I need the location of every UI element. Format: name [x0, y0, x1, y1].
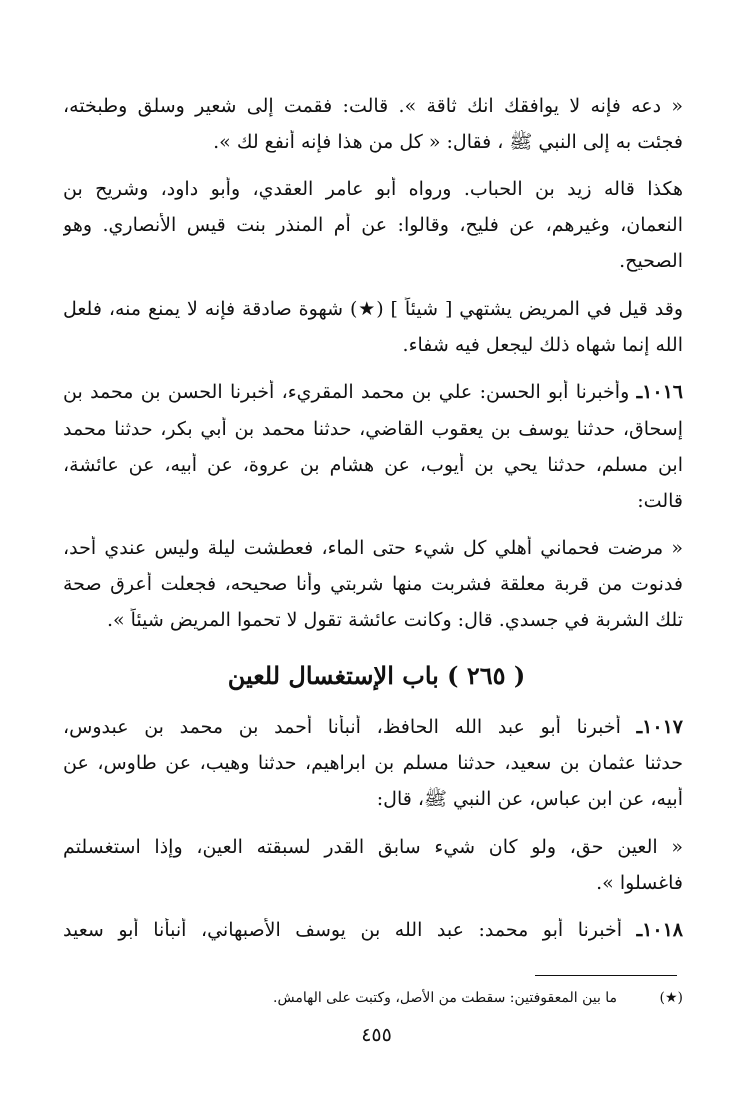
hadith-number: ١٠١٨ـ — [636, 919, 683, 941]
chapter-heading: ( ٢٦٥ ) باب الإستغسال للعين — [227, 661, 526, 690]
text-line: « مرضت فحماني أهلي كل شيء حتى الماء، فعطشت ليلة وليس عندي أحد، — [63, 537, 683, 559]
text-line: « العين حق، ولو كان شيء سابق القدر لسبقته العين، وإذا استغسلتم — [63, 836, 683, 858]
text-line: إسحاق، حدثنا يوسف بن يعقوب القاضي، حدثنا محمد بن أبي بكر، حدثنا محمد — [63, 418, 683, 440]
hadith-1017-first-line — [63, 715, 683, 739]
text-line: ابن مسلم، حدثنا يحي بن أيوب، عن هشام بن عروة، عن أبيه، عن عائشة، — [63, 454, 683, 476]
text-line: تلك الشربة في جسدي. قال: وكانت عائشة تقول لا تحموا المريض شيئاً ». — [106, 609, 683, 631]
text-line: النعمان، وغيرهم، عن فليح، وقالوا: عن أم المنذر بنت قيس الأنصاري. وهو — [63, 214, 683, 236]
text-line: حدثنا عثمان بن سعيد، حدثنا مسلم بن ابراهيم، حدثنا وهيب، عن طاوس، عن — [63, 752, 683, 774]
text-line: فاغسلوا ». — [596, 872, 683, 894]
hadith-number: ١٠١٧ـ — [636, 716, 683, 738]
footnote — [273, 988, 683, 1008]
text-line: وأخبرنا أبو الحسن: علي بن محمد المقريء، أخبرنا الحسن بن محمد بن — [63, 381, 630, 403]
footnote-mark: (★) — [659, 990, 683, 1006]
text-line: الصحيح. — [619, 250, 683, 272]
hadith-1016-first-line — [63, 380, 683, 404]
text-line: « دعه فإنه لا يوافقك انك ثاقة ». قالت: فقمت إلى شعير وسلق وطبخته، — [63, 95, 683, 117]
text-line: الله إنما شهاه ذلك ليجعل فيه شفاء. — [402, 334, 683, 356]
footnote-divider — [535, 975, 677, 976]
hadith-number: ١٠١٦ـ — [636, 381, 683, 403]
text-line: أخبرنا أبو عبد الله الحافظ، أنبأنا أحمد بن محمد بن عبدوس، — [63, 716, 621, 738]
text-line: أبيه، عن ابن عباس، عن النبي ﷺ، قال: — [376, 788, 683, 810]
text-line: فدنوت من قربة معلقة فشربت منها شربتي وأنا صحيحه، فجعلت أعرق صحة — [63, 573, 683, 595]
text-line: هكذا قاله زيد بن الحباب. ورواه أبو عامر العقدي، وأبو داود، وشريح بن — [63, 178, 683, 200]
text-line: قالت: — [637, 490, 683, 512]
text-line: فجئت به إلى النبي ﷺ ، فقال: « كل من هذا فإنه أنفع لك ». — [213, 131, 683, 153]
footnote-text: ما بين المعقوفتين: سقطت من الأصل، وكتبت على الهامش. — [273, 990, 618, 1006]
hadith-1018-first-line — [63, 918, 683, 942]
page-number: ٤٥٥ — [361, 1024, 392, 1046]
text-line: أخبرنا أبو محمد: عبد الله بن يوسف الأصبهاني، أنبأنا أبو سعيد — [63, 919, 623, 941]
text-line: وقد قيل في المريض يشتهي [ شيئاً ] (★) شهوة صادقة فإنه لا يمنع منه، فلعل — [63, 298, 683, 320]
